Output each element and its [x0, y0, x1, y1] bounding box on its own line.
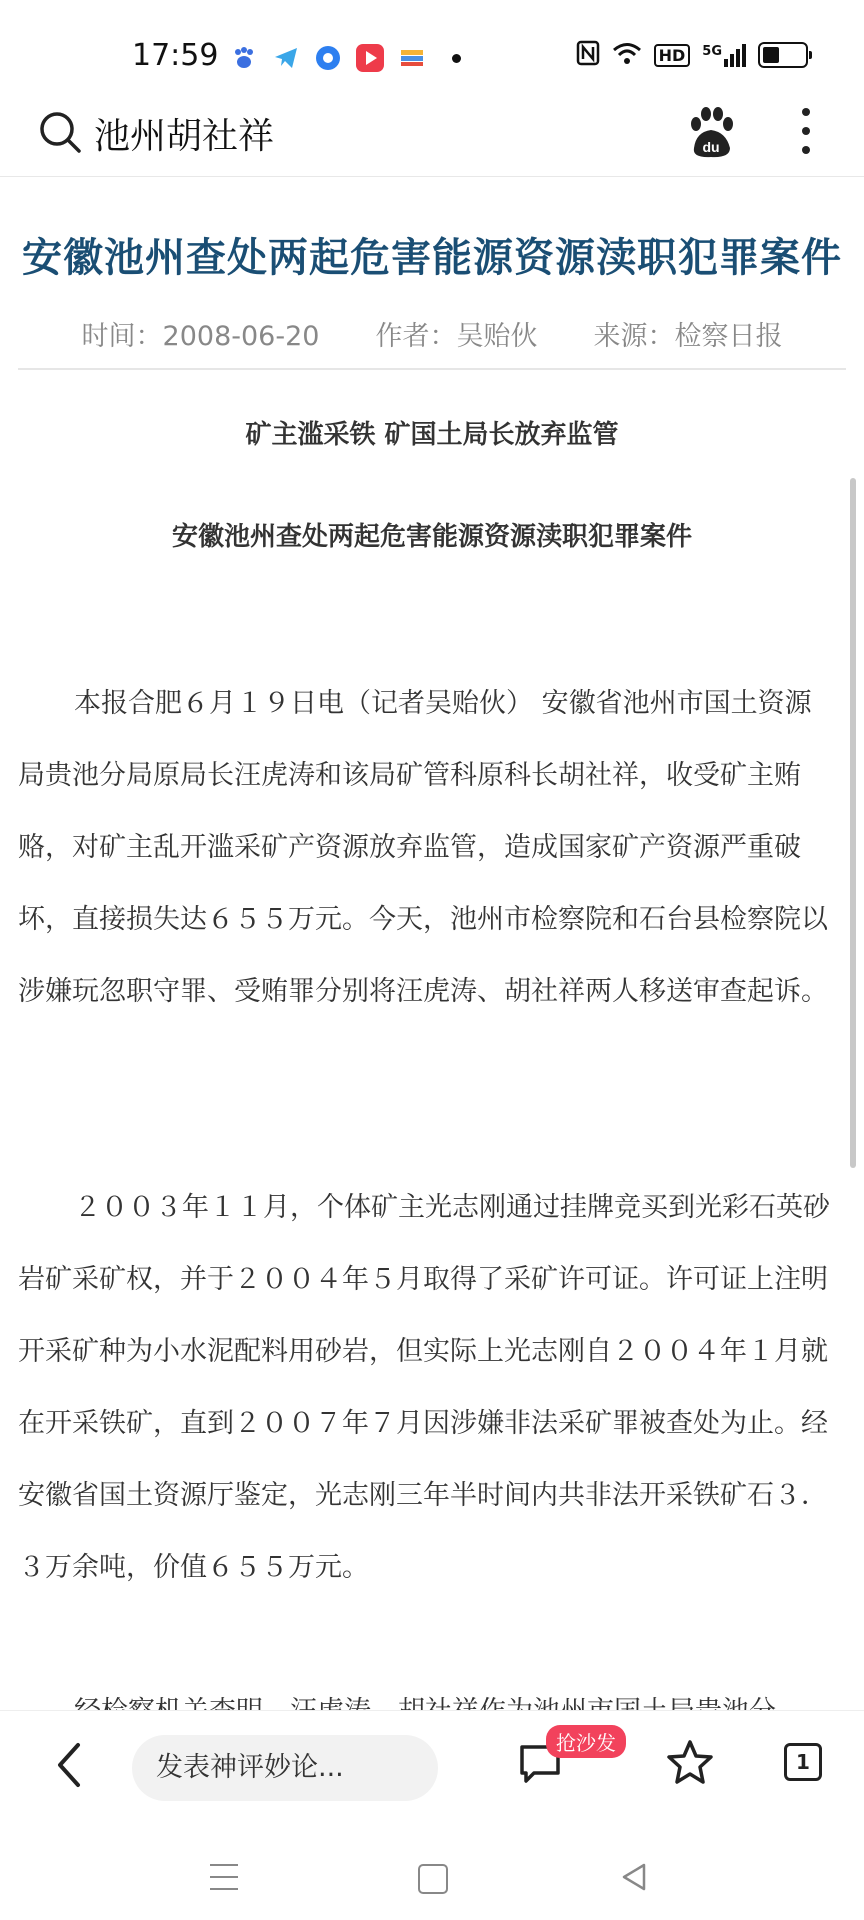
favorite-star-icon[interactable]	[664, 1737, 716, 1793]
wifi-icon	[612, 41, 642, 69]
article-paragraph: 本报合肥６月１９日电（记者吴贻伙） 安徽省池州市国土资源局贵池分局原局长汪虎涛和该局矿管科原科长胡社祥，收受矿主贿赂，对矿主乱开滥采矿产资源放弃监管，造成国家矿产资源严重破坏，直接损失达６５５万元。今天，池州市检察院和石台县检察院以涉嫌玩忽职守罪、受贿罪分别将汪虎涛、胡社祥两人移送审查起诉。	[18, 688, 828, 1007]
battery-icon	[758, 42, 808, 68]
article-paragraph: ２００３年１１月，个体矿主光志刚通过挂牌竞买到光彩石英砂岩矿采矿权，并于２００４年５月取得了采矿许可证。许可证上注明开采矿种为小水泥配料用砂岩，但实际上光志刚自２００４年１月就在开采铁矿，直到２００７年７月因涉嫌非法采矿罪被查处为止。经安徽省国土资源厅鉴定，光志刚三年半时间内共非法开采铁矿石３． ３万余吨，价值６５５万元。	[18, 1192, 830, 1583]
article-meta	[0, 314, 864, 353]
nfc-icon	[576, 40, 600, 70]
baidu-paw-icon	[230, 44, 258, 72]
baidu-logo-icon[interactable]	[686, 104, 736, 164]
nav-back-icon[interactable]	[620, 1862, 648, 1896]
cell-signal-icon	[702, 44, 746, 67]
hd-icon: HD	[654, 44, 691, 67]
article-headline-repeat: 安徽池州查处两起危害能源资源渎职犯罪案件	[171, 522, 692, 552]
more-notifications-dot	[452, 54, 461, 63]
browser-icon	[314, 44, 342, 72]
battery-level	[763, 47, 779, 63]
telegram-icon	[272, 44, 300, 72]
comment-input[interactable]: 发表神评妙论...	[132, 1735, 438, 1801]
search-query[interactable]: 池州胡社祥	[94, 116, 275, 157]
search-icon[interactable]	[38, 110, 82, 158]
video-icon	[356, 44, 384, 72]
status-time: 17:59	[132, 38, 219, 73]
bottom-toolbar	[0, 1710, 864, 1821]
home-icon[interactable]	[418, 1864, 448, 1894]
search-header	[0, 100, 864, 177]
article-title: 安徽池州查处两起危害能源资源渎职犯罪案件	[22, 235, 842, 281]
wallet-icon	[398, 44, 426, 72]
article-date: 时间：2008-06-20	[81, 321, 320, 352]
back-arrow-icon[interactable]	[50, 1735, 86, 1799]
article-source: 来源：检察日报	[593, 321, 783, 352]
meta-divider	[18, 368, 846, 370]
system-icons	[576, 40, 808, 70]
more-menu-icon[interactable]	[796, 108, 816, 154]
notification-icons	[230, 44, 461, 72]
status-bar	[0, 0, 864, 100]
sofa-badge: 抢沙发	[546, 1725, 626, 1758]
svg-text:du: du	[702, 139, 720, 155]
article-subheading: 矿主滥采铁 矿国土局长放弃监管	[245, 420, 619, 450]
article-author: 作者：吴贻伙	[375, 321, 538, 352]
scrollbar[interactable]	[850, 478, 856, 1168]
recent-apps-icon[interactable]	[210, 1864, 238, 1890]
network-type-label: 5G	[702, 43, 722, 59]
tabs-count-icon[interactable]: 1	[784, 1743, 822, 1781]
article-paragraph-partial	[18, 1676, 830, 1710]
system-nav-bar	[0, 1820, 864, 1920]
